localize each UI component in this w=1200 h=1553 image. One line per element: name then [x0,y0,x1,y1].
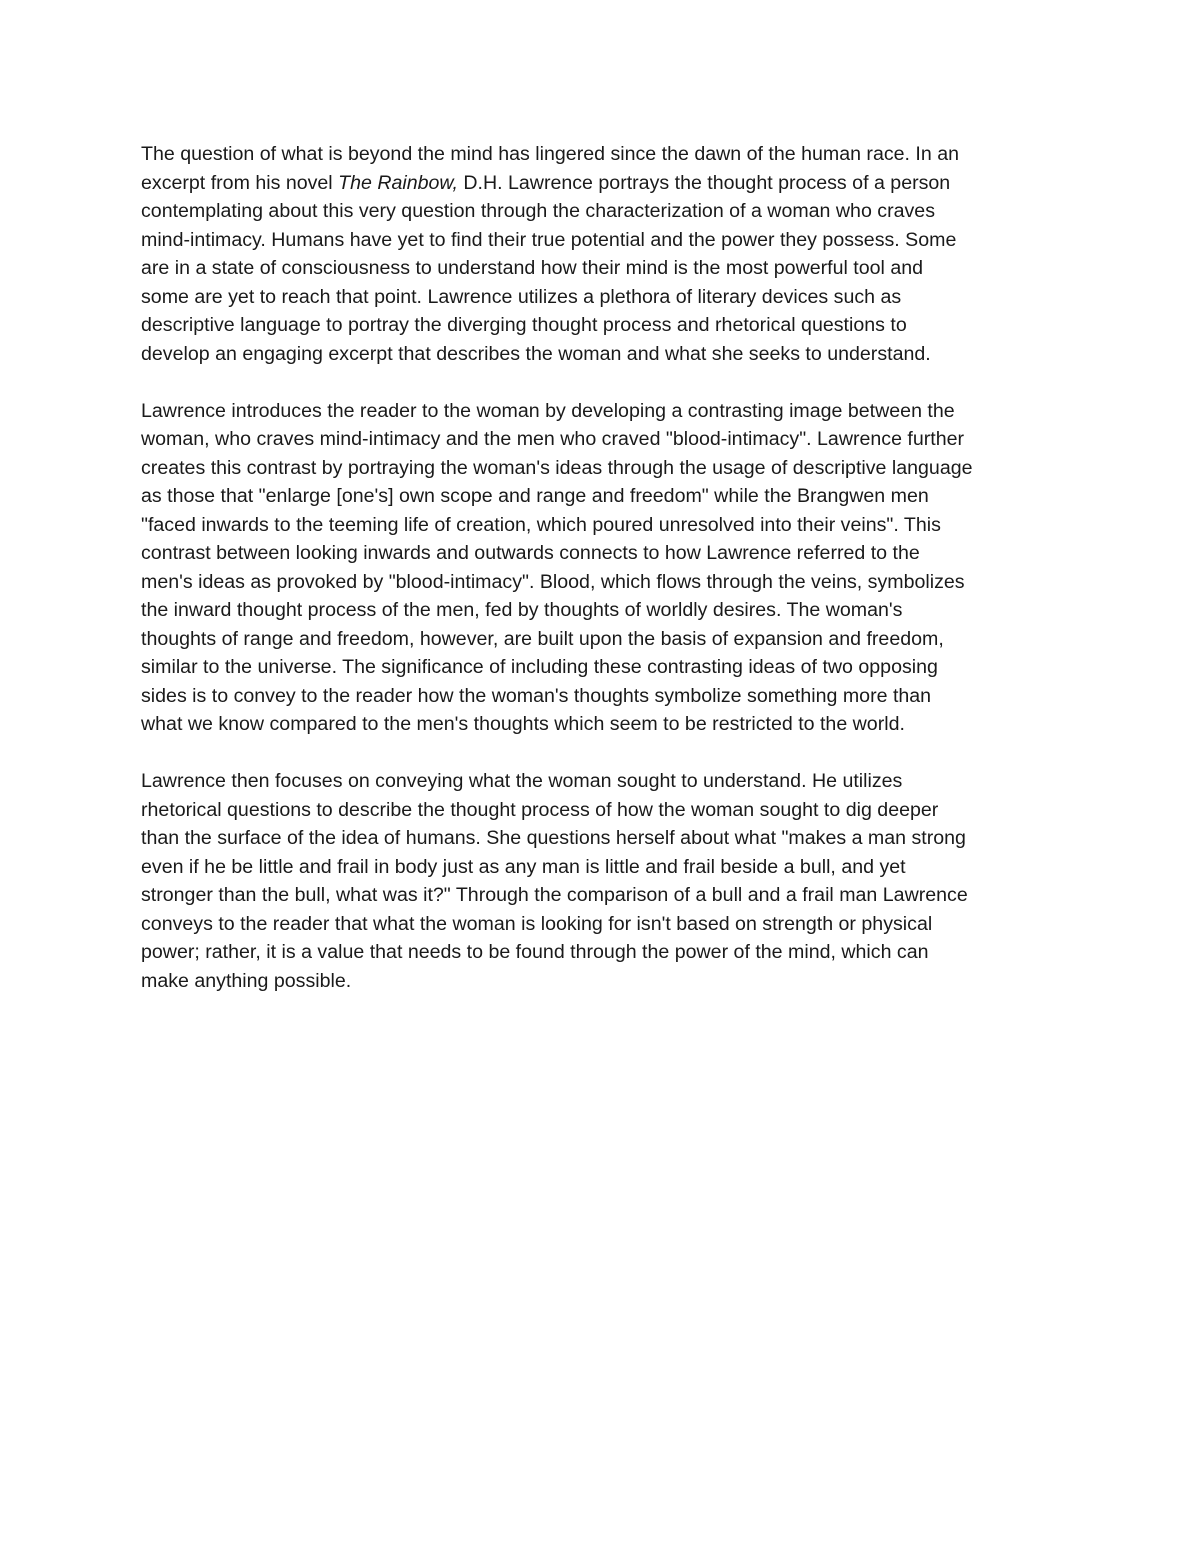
paragraph-1 [141,140,1066,368]
text-line: even if he be little and frail in body just as any man is little and frail beside a bull, and yet [141,855,906,878]
text-segment: excerpt from his novel [141,171,339,194]
text-line: Lawrence introduces the reader to the woman by developing a contrasting image between the [141,399,955,422]
text-line: creates this contrast by portraying the woman's ideas through the usage of descriptive language [141,456,973,479]
text-line: descriptive language to portray the diverging thought process and rhetorical questions to [141,314,907,336]
text-line: "faced inwards to the teeming life of creation, which poured unresolved into their veins". This [141,513,941,536]
text-line: make anything possible. [141,969,352,992]
text-line: sides is to convey to the reader how the woman's thoughts symbolize something more than [141,684,932,707]
text-line: conveys to the reader that what the woman is looking for isn't based on strength or physical [141,912,933,935]
paragraph-3 [141,767,1066,995]
text-line: men's ideas as provoked by "blood-intimacy". Blood, which flows through the veins, symbolizes [141,570,965,593]
paragraph-2 [141,397,1066,739]
text-line: contemplating about this very question through the characterization of a woman who craves [141,200,935,222]
essay-body [141,140,1066,1024]
novel-title: The Rainbow, [338,171,458,194]
text-line: some are yet to reach that point. Lawrence utilizes a plethora of literary devices such as [141,285,902,308]
text-line: The question of what is beyond the mind has lingered since the dawn of the human race. In an [141,143,960,165]
text-line: mind-intimacy. Humans have yet to find their true potential and the power they possess. Some [141,228,957,251]
text-line: what we know compared to the men's thoughts which seem to be restricted to the world. [141,713,905,735]
text-line: woman, who craves mind-intimacy and the men who craved "blood-intimacy". Lawrence further [141,428,965,450]
text-line: than the surface of the idea of humans. She questions herself about what "makes a man strong [141,827,966,849]
text-line: are in a state of consciousness to understand how their mind is the most powerful tool and [141,257,924,279]
text-line: the inward thought process of the men, fed by thoughts of worldly desires. The woman's [141,599,903,621]
text-line: develop an engaging excerpt that describes the woman and what she seeks to understand. [141,342,931,365]
text-line: as those that "enlarge [one's] own scope and range and freedom" while the Brangwen men [141,485,929,507]
text-line: power; rather, it is a value that needs to be found through the power of the mind, which can [141,941,929,963]
text-line [141,169,1066,198]
text-line: rhetorical questions to describe the thought process of how the woman sought to dig deeper [141,798,939,821]
text-line: contrast between looking inwards and outwards connects to how Lawrence referred to the [141,542,920,564]
text-line: similar to the universe. The significance of including these contrasting ideas of two opposing [141,656,938,678]
text-line: stronger than the bull, what was it?" Through the comparison of a bull and a frail man Lawrence [141,884,968,906]
text-line: thoughts of range and freedom, however, are built upon the basis of expansion and freedom, [141,627,944,650]
text-line: Lawrence then focuses on conveying what the woman sought to understand. He utilizes [141,770,903,792]
text-segment: D.H. Lawrence portrays the thought process of a person [457,171,951,194]
